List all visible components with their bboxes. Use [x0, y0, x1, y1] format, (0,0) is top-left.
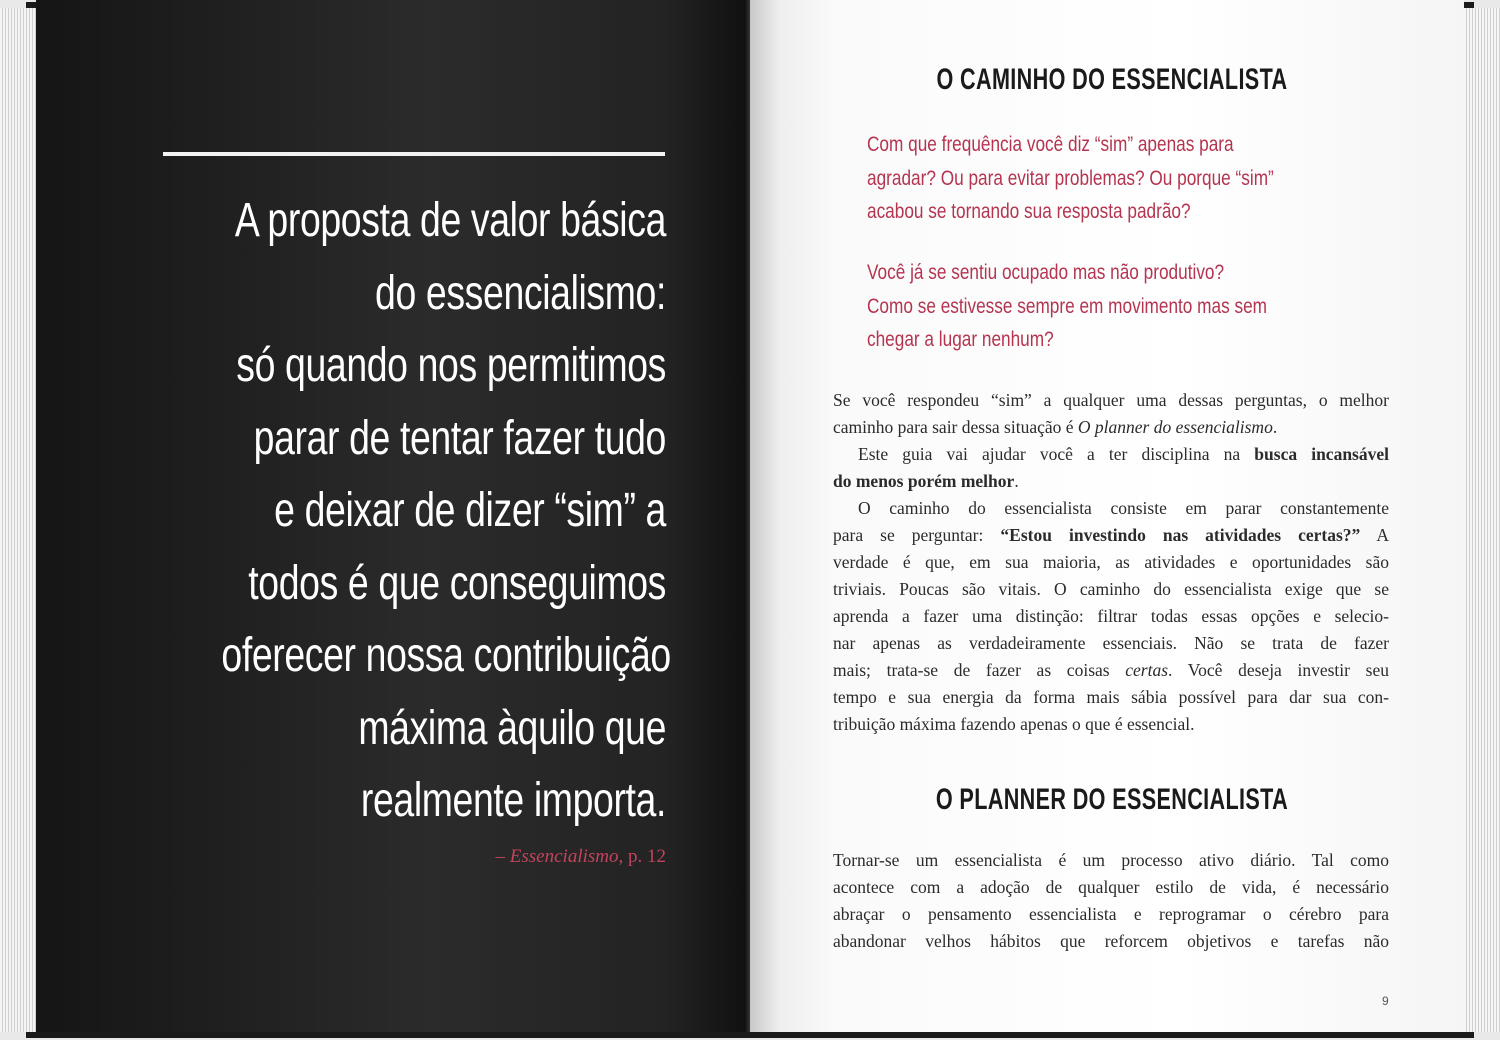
text-line: Tornar-se um essencialista é um processo ativo diário. Tal como: [833, 850, 1389, 870]
page-number: 9: [1382, 994, 1389, 1008]
question-block: [867, 256, 1293, 357]
quote-line: do essencialismo:: [375, 266, 666, 320]
text-run: para se perguntar:: [833, 525, 1001, 545]
text-run: Este guia vai ajudar você a ter disciplina na: [858, 444, 1255, 464]
text-run: mais; trata-se de fazer as coisas: [833, 660, 1126, 680]
quote-line: parar de tentar fazer tudo: [253, 411, 666, 465]
right-page: [750, 0, 1464, 1032]
quote-line: A proposta de valor básica: [234, 194, 666, 247]
text-line: [833, 522, 1389, 549]
emphasis-italic: certas: [1125, 660, 1169, 680]
text-line: verdade é que, em sua maioria, as atividades e oportunidades são: [833, 552, 1389, 572]
text-line: triviais. Poucas são vitais. O caminho do essencialista exige que se: [833, 579, 1389, 599]
text-run: .: [1272, 417, 1278, 437]
page-edges-right: [1460, 8, 1500, 1032]
pull-quote: [221, 185, 671, 838]
citation-prefix: –: [495, 846, 510, 867]
question-line: Com que frequência você diz “sim” apenas para: [867, 133, 1234, 156]
text-run: A: [1360, 525, 1389, 545]
emphasis-bold: do menos porém melhor: [833, 471, 1015, 491]
quote-rule: [163, 152, 665, 156]
text-line: abraçar o pensamento essencialista e reprogramar o cérebro para: [833, 904, 1389, 924]
text-line: Se você respondeu “sim” a qualquer uma dessas perguntas, o melhor: [833, 390, 1389, 410]
section-heading: O PLANNER DO ESSENCIALISTA: [935, 783, 1289, 816]
quote-citation: [366, 846, 666, 868]
text-run: .: [1014, 471, 1019, 491]
question-block: [867, 128, 1293, 229]
text-run: . Você deseja investir seu: [1168, 660, 1389, 680]
text-run: caminho para sair dessa situação é: [833, 417, 1078, 437]
text-line: tempo e sua energia da forma mais sábia possível para dar sua con-: [833, 687, 1389, 707]
question-line: acabou se tornando sua resposta padrão?: [867, 200, 1191, 223]
quote-line: todos é que conseguimos: [248, 556, 666, 610]
page-edges-left: [0, 8, 40, 1032]
book-title-italic: O planner do essencialismo: [1077, 417, 1273, 437]
text-line: [833, 657, 1389, 684]
question-line: agradar? Ou para evitar problemas? Ou porque “sim”: [867, 166, 1274, 190]
text-line: acontece com a adoção de qualquer estilo de vida, é necessário: [833, 877, 1389, 897]
quote-line: e deixar de dizer “sim” a: [274, 484, 666, 537]
text-line: [833, 468, 1389, 495]
question-line: chegar a lugar nenhum?: [867, 328, 1054, 351]
quote-line: só quando nos permitimos: [236, 339, 667, 392]
quote-line: máxima àquilo que: [358, 701, 666, 755]
question-line: Como se estivesse sempre em movimento mas sem: [867, 294, 1268, 318]
section-heading: O CAMINHO DO ESSENCIALISTA: [936, 63, 1288, 96]
quote-line: realmente importa.: [360, 774, 666, 827]
text-line: aprenda a fazer uma distinção: filtrar todas essas opções e selecio-: [833, 606, 1389, 626]
text-line: [833, 414, 1389, 441]
question-line: Você já se sentiu ocupado mas não produtivo?: [867, 261, 1225, 284]
text-line: nar apenas as verdadeiramente essenciais. Não se trata de fazer: [833, 633, 1389, 653]
citation-page: p. 12: [623, 846, 666, 867]
emphasis-bold: busca incansável: [1254, 444, 1389, 464]
text-line: tribuição máxima fazendo apenas o que é essencial.: [833, 714, 1195, 734]
text-line: O caminho do essencialista consiste em parar constantemente: [858, 498, 1389, 518]
quote-line: oferecer nossa contribuição: [221, 629, 671, 682]
text-line: [833, 441, 1389, 468]
body-text: [833, 847, 1389, 955]
text-line: abandonar velhos hábitos que reforcem objetivos e tarefas não: [833, 931, 1389, 951]
emphasis-bold: “Estou investindo nas atividades certas?”: [1000, 525, 1361, 545]
body-text: [833, 387, 1389, 738]
left-page: [36, 0, 752, 1032]
citation-title: Essencialismo,: [509, 846, 624, 867]
